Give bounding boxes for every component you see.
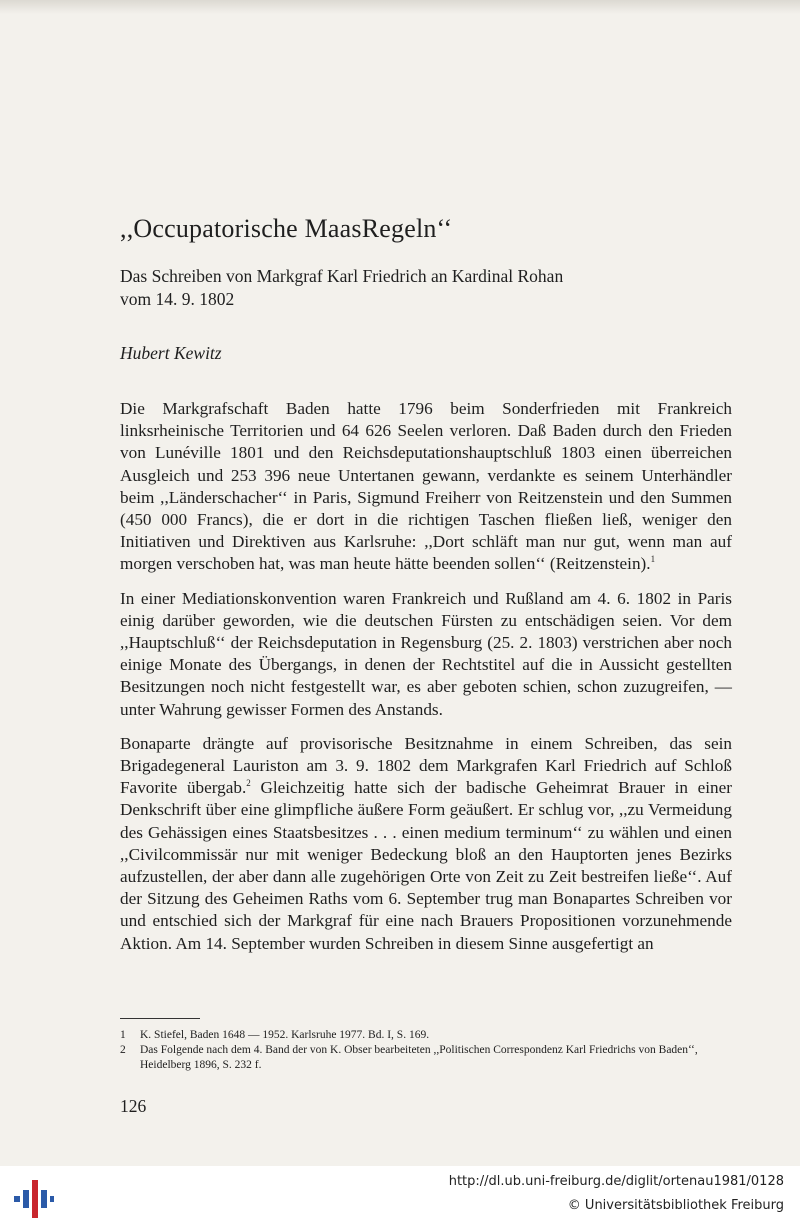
university-library-logo-icon bbox=[14, 1178, 54, 1218]
subtitle-line-1: Das Schreiben von Markgraf Karl Friedrich an Kardinal Rohan bbox=[120, 266, 564, 286]
footnote-ref-1: 1 bbox=[650, 554, 656, 565]
article-author: Hubert Kewitz bbox=[120, 343, 222, 363]
document-url-link[interactable]: http://dl.ub.uni-freiburg.de/diglit/ortenau1981/0128 bbox=[448, 1174, 784, 1189]
copyright-notice: © Universitätsbibliothek Freiburg bbox=[567, 1198, 784, 1213]
paragraph-1-text: Die Markgrafschaft Baden hatte 1796 beim Sonderfrieden mit Frankreich linksrheinische Territorien und 64 626 Seelen verloren. Daß Baden durch den Frieden von Lunéville 1801 und den Reichsdeputationshauptschluß 1803 einen überreichen Ausgleich und 253 396 neue Untertanen gewann, verdankte es seinem Unterhändler beim ,,Länderschacher‘‘ in Paris, Sigmund Freiherr von Reitzenstein und den Summen (450 000 Francs), die er dort in die richtigen Taschen fließen ließ, weniger den Initiativen und Direktiven aus Karlsruhe: ,,Dort schläft man nur gut, wenn man auf morgen verschoben hat, was man heute hätte beenden sollen‘‘ (Reitzenstein). bbox=[120, 399, 732, 574]
footnote-2 bbox=[120, 1043, 740, 1073]
article-body bbox=[120, 398, 732, 967]
article-subtitle bbox=[120, 265, 563, 311]
logo-bar bbox=[32, 1180, 38, 1218]
subtitle-line-2: vom 14. 9. 1802 bbox=[120, 289, 235, 309]
logo-bar bbox=[41, 1190, 47, 1208]
footnote-text: Das Folgende nach dem 4. Band der von K. Obser bearbeiteten ,,Politischen Correspondenz Karl Friedrichs von Baden‘‘, Heidelberg 1896, S. 232 f. bbox=[140, 1044, 698, 1071]
paragraph-2 bbox=[120, 588, 732, 721]
paragraph-1 bbox=[120, 398, 732, 576]
footnote-1 bbox=[120, 1028, 740, 1043]
page-edge-shadow bbox=[0, 0, 800, 14]
page-number: 126 bbox=[120, 1096, 147, 1116]
article-title: ,,Occupatorische MaasRegeln‘‘ bbox=[120, 214, 453, 243]
footnote-separator bbox=[120, 1018, 200, 1019]
paragraph-3-text-b: Gleichzeitig hatte sich der badische Geheimrat Brauer in einer Denkschrift über eine glimpfliche äußere Form geäußert. Er schlug vor, ,,zu Vermeidung des Gehässigen eines Staatsbesitzes . . . einen medium terminum‘‘ zu wählen und einen ,,Civilcommissär nur mit weniger Bedeckung bloß an den Hauptorten jenes Bezirks aufzustellen, der aber dann alle zugehörigen Orte von Zeit zu Zeit bestreifen ließe‘‘. Auf der Sitzung des Geheimen Raths vom 6. September trug man Bonapartes Schreiben vor und entschied sich der Markgraf für eine nach Brauers Propositionen vorzunehmende Aktion. Am 14. September wurden Schreiben in diesem Sinne ausgefertigt an bbox=[120, 778, 733, 953]
paragraph-2-text: In einer Mediationskonvention waren Frankreich und Rußland am 4. 6. 1802 in Paris einig darüber geworden, wie die deutschen Fürsten zu entschädigen seien. Vor dem ,,Hauptschluß‘‘ der Reichsdeputation in Regensburg (25. 2. 1803) verstrichen aber noch einige Monate des Übergangs, in denen der Rechtstitel auf die in Aussicht gestellten Besitzungen noch nicht festgestellt war, es aber geboten schien, schon zuzugreifen, — unter Wahrung gewisser Formen des Anstands. bbox=[120, 588, 732, 719]
logo-bar bbox=[14, 1196, 20, 1202]
logo-bar bbox=[50, 1196, 54, 1202]
paragraph-3 bbox=[120, 733, 732, 955]
paragraph-3-text-a: Bonaparte drängte auf provisorische Besitznahme in einem Schreiben, das sein Brigadegeneral Lauriston am 3. 9. 1802 dem Markgrafen Karl Friedrich auf Schloß Favorite übergab. bbox=[120, 733, 732, 798]
footnote-ref-2: 2 bbox=[246, 778, 251, 789]
library-footer bbox=[0, 1166, 800, 1226]
footnote-number: 2 bbox=[120, 1044, 126, 1056]
footnote-text: K. Stiefel, Baden 1648 — 1952. Karlsruhe 1977. Bd. I, S. 169. bbox=[140, 1029, 430, 1041]
footnote-number: 1 bbox=[120, 1029, 126, 1041]
footnotes bbox=[120, 1028, 740, 1073]
logo-bar bbox=[23, 1190, 29, 1208]
